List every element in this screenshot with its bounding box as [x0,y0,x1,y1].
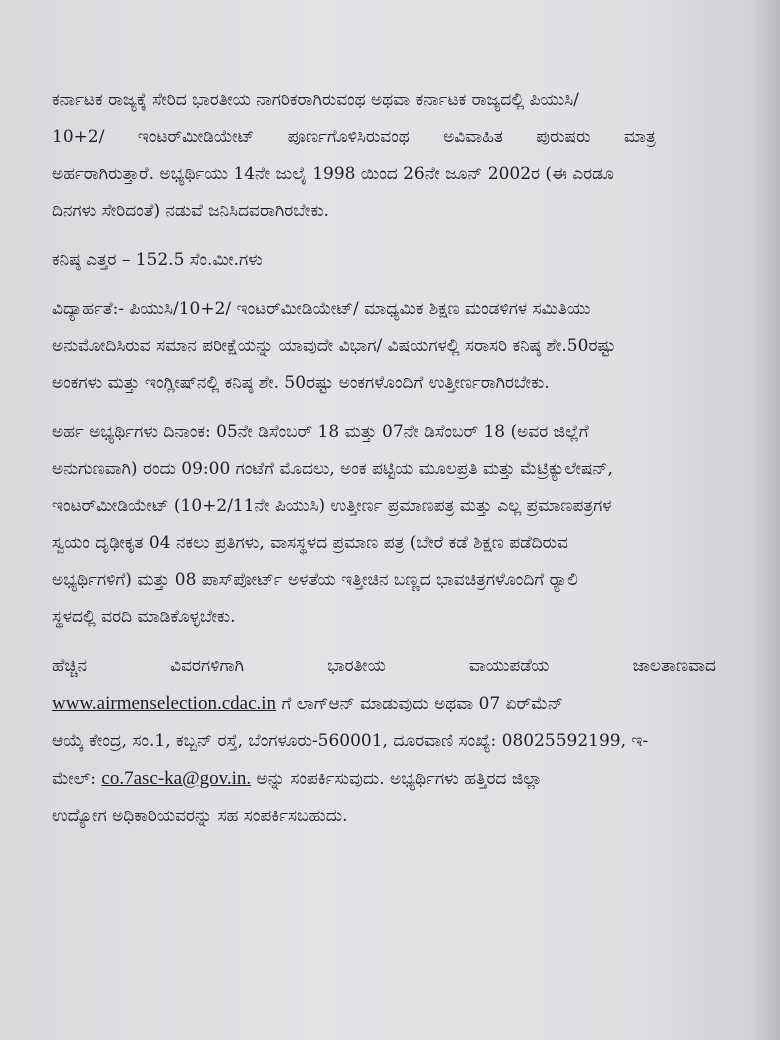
text-line: 10+2/ ಇಂಟರ್‌ಮೀಡಿಯೇಟ್ ಪೂರ್ಣಗೊಳಿಸಿರುವಂಥ ಅವಿವಾಹಿತ ಪುರುಷರು ಮಾತ್ರ [52,127,656,147]
text-line: ಅಂಕಗಳು ಮತ್ತು ಇಂಗ್ಲೀಷ್‌ನಲ್ಲಿ ಕನಿಷ್ಠ ಶೇ. 50ರಷ್ಟು ಅಂಕಗಳೊಂದಿಗೆ ಉತ್ತೀರ್ಣರಾಗಿರಬೇಕು. [52,373,550,393]
text-line [52,648,716,685]
text-line: ಕರ್ನಾಟಕ ರಾಜ್ಯಕ್ಕೆ ಸೇರಿದ ಭಾರತೀಯ ನಾಗರಿಕರಾಗಿರುವಂಥ ಅಥವಾ ಕರ್ನಾಟಕ ರಾಜ್ಯದಲ್ಲಿ ಪಿಯುಸಿ/ [52,90,579,110]
word: ವಾಯುಪಡೆಯ [468,656,550,676]
word: ಜಾಲತಾಣವಾದ [632,656,716,676]
page-edge-shadow [752,0,780,1040]
text-line: ಅರ್ಹರಾಗಿರುತ್ತಾರೆ. ಅಭ್ಯರ್ಥಿಯು 14ನೇ ಜುಲೈ 1998 ಯಿಂದ 26ನೇ ಜೂನ್ 2002ರ (ಈ ಎರಡೂ [52,164,614,184]
word: ವಿವರಗಳಿಗಾಗಿ [170,656,244,676]
website-link[interactable]: www.airmenselection.cdac.in [52,693,277,714]
text-line: ಅಭ್ಯರ್ಥಿಗಳಿಗೆ) ಮತ್ತು 08 ಪಾಸ್‌ಪೋರ್ಟ್ ಅಳತೆಯ ಇತ್ತೀಚಿನ ಬಣ್ಣದ ಭಾವಚಿತ್ರಗಳೊಂದಿಗೆ ರ್‍ಯಾಲಿ [52,570,578,590]
reporting-paragraph [52,414,716,636]
text-line: ಸ್ಥಳದಲ್ಲಿ ವರದಿ ಮಾಡಿಕೊಳ್ಳಬೇಕು. [52,607,236,627]
eligibility-paragraph [52,82,716,230]
email-link[interactable]: co.7asc-ka@gov.in. [101,768,252,789]
word: ಹೆಚ್ಚಿನ [52,656,88,676]
text-line: ಉದ್ಯೋಗ ಅಧಿಕಾರಿಯವರನ್ನು ಸಹ ಸಂಪರ್ಕಿಸಬಹುದು. [52,806,348,826]
height-paragraph [52,242,716,279]
text-line: ಕನಿಷ್ಠ ಎತ್ತರ – 152.5 ಸೆಂ.ಮೀ.ಗಳು [52,250,263,270]
text-line: ಅರ್ಹ ಅಭ್ಯರ್ಥಿಗಳು ದಿನಾಂಕ: 05ನೇ ಡಿಸೆಂಬರ್ 18 ಮತ್ತು 07ನೇ ಡಿಸೆಂಬರ್ 18 (ಅವರ ಜಿಲ್ಲೆಗೆ [52,422,589,442]
word: ಭಾರತೀಯ [327,656,386,676]
text-line: ಇಂಟರ್‌ಮೀಡಿಯೇಟ್ (10+2/11ನೇ ಪಿಯುಸಿ) ಉತ್ತೀರ್ಣ ಪ್ರಮಾಣಪತ್ರ ಮತ್ತು ಎಲ್ಲ ಪ್ರಮಾಣಪತ್ರಗಳ [52,496,612,516]
text-line: ದಿನಗಳು ಸೇರಿದಂತೆ) ನಡುವೆ ಜನಿಸಿದವರಾಗಿರಬೇಕು. [52,201,329,221]
text-fragment: ಮೇಲ್: [52,769,102,789]
contact-paragraph [52,648,716,835]
text-fragment: ಅನ್ನು ಸಂಪರ್ಕಿಸುವುದು. ಅಭ್ಯರ್ಥಿಗಳು ಹತ್ತಿರದ ಜಿಲ್ಲಾ [251,769,543,789]
text-line: ಅನುಮೋದಿಸಿರುವ ಸಮಾನ ಪರೀಕ್ಷೆಯನ್ನು ಯಾವುದೇ ವಿಭಾಗ/ ವಿಷಯಗಳಲ್ಲಿ ಸರಾಸರಿ ಕನಿಷ್ಠ ಶೇ.50ರಷ್ಟು [52,336,616,356]
text-line [52,760,716,798]
text-line [52,685,716,723]
text-line: ಆಯ್ಕೆ ಕೇಂದ್ರ, ಸಂ.1, ಕಬ್ಬನ್ ರಸ್ತೆ, ಬೆಂಗಳೂರು-560001, ದೂರವಾಣಿ ಸಂಖ್ಯೆ: 08025592199, ಇ- [52,731,649,751]
text-line: ಅನುಗುಣವಾಗಿ) ರಂದು 09:00 ಗಂಟೆಗೆ ಮೊದಲು, ಅಂಕ ಪಟ್ಟಿಯ ಮೂಲಪ್ರತಿ ಮತ್ತು ಮೆಟ್ರಿಕ್ಯುಲೇಷನ್, [52,459,613,479]
qualification-paragraph [52,291,716,402]
text-fragment: ಗೆ ಲಾಗ್‌ಆನ್ ಮಾಡುವುದು ಅಥವಾ 07 ಏರ್‌ಮೆನ್ [276,694,563,714]
document-page [52,82,716,847]
text-line: ಸ್ವಯಂ ದೃಢೀಕೃತ 04 ನಕಲು ಪ್ರತಿಗಳು, ವಾಸಸ್ಥಳದ ಪ್ರಮಾಣ ಪತ್ರ (ಬೇರೆ ಕಡೆ ಶಿಕ್ಷಣ ಪಡೆದಿರುವ [52,533,568,553]
text-line: ವಿದ್ಯಾರ್ಹತೆ:- ಪಿಯುಸಿ/10+2/ ಇಂಟರ್‌ಮೀಡಿಯೇಟ್/ ಮಾಧ್ಯಮಿಕ ಶಿಕ್ಷಣ ಮಂಡಳಿಗಳ ಸಮಿತಿಯು [52,299,591,319]
